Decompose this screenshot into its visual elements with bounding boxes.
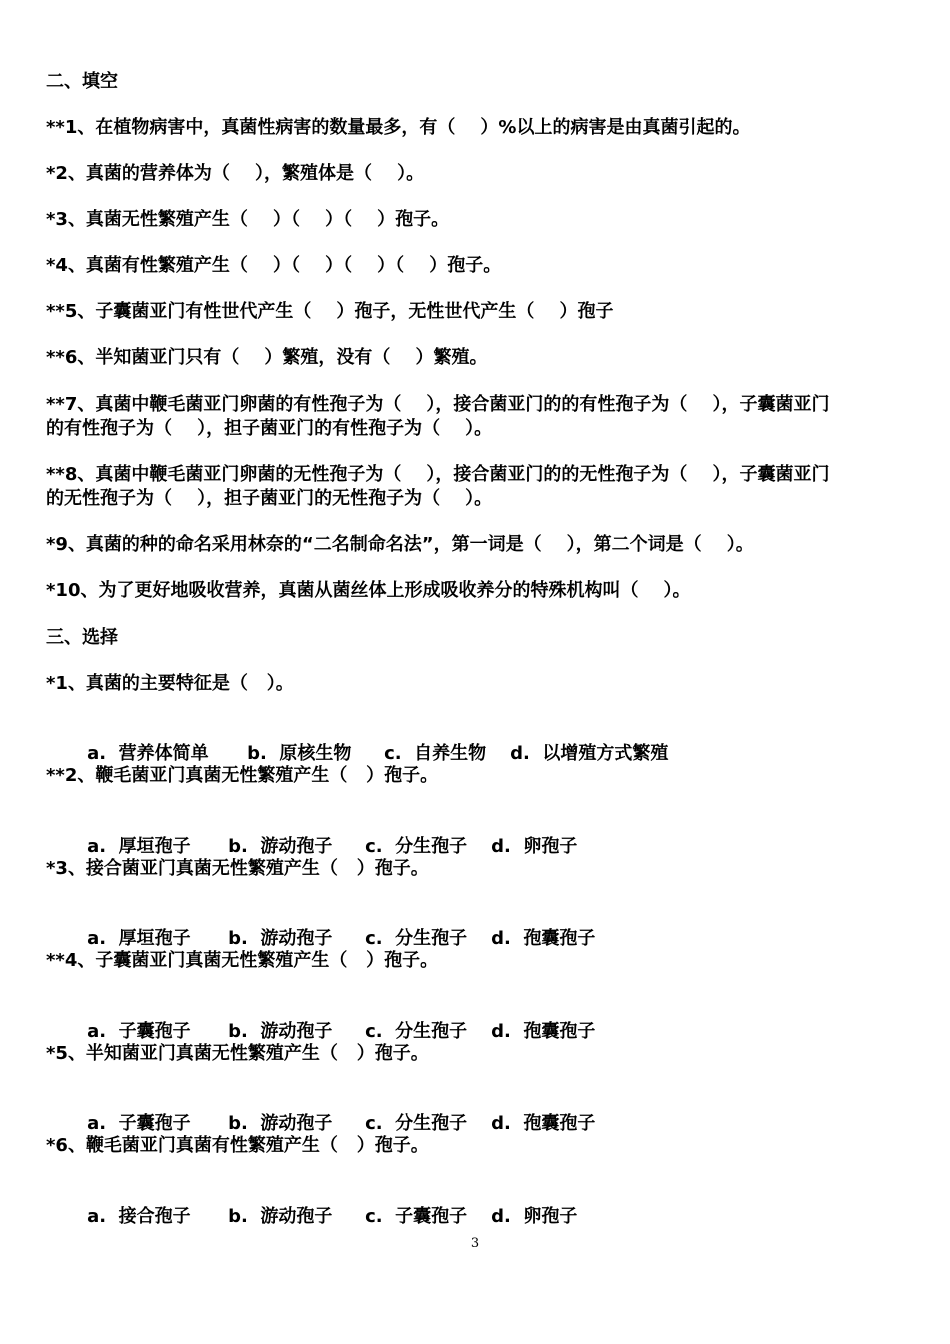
fill-item-10: *10、为了更好地吸收营养，真菌从菌丝体上形成吸收养分的特殊机构叫（ ）。: [46, 580, 691, 601]
option-a: a. 子囊孢子: [87, 1113, 191, 1134]
fill-item-8-line-1: **8、真菌中鞭毛菌亚门卵菌的无性孢子为（ ），接合菌亚门的的无性孢子为（ ），子囊菌亚门: [46, 464, 830, 485]
choice-question-3: *3、接合菌亚门真菌无性繁殖产生（ ）孢子。: [46, 858, 429, 879]
option-c: c. 分生孢子: [365, 836, 468, 857]
choice-question-6: *6、鞭毛菌亚门真菌有性繁殖产生（ ）孢子。: [46, 1135, 429, 1156]
option-b: b. 游动孢子: [228, 1206, 333, 1227]
option-a: a. 营养体简单: [87, 743, 209, 764]
option-d: d. 卵孢子: [491, 1206, 578, 1227]
section-heading-fill-in: 二、填空: [46, 71, 118, 92]
option-b: b. 游动孢子: [228, 836, 333, 857]
option-a: a. 厚垣孢子: [87, 928, 191, 949]
fill-item-1: **1、在植物病害中，真菌性病害的数量最多，有（ ）%以上的病害是由真菌引起的。: [46, 117, 751, 138]
option-b: b. 原核生物: [247, 743, 352, 764]
option-c: c. 分生孢子: [365, 928, 468, 949]
option-d: d. 孢囊孢子: [491, 928, 596, 949]
fill-item-6: **6、半知菌亚门只有（ ）繁殖，没有（ ）繁殖。: [46, 347, 488, 368]
option-a: a. 厚垣孢子: [87, 836, 191, 857]
option-d: d. 孢囊孢子: [491, 1113, 596, 1134]
fill-item-7-line-1: **7、真菌中鞭毛菌亚门卵菌的有性孢子为（ ），接合菌亚门的的有性孢子为（ ），子囊菌亚门: [46, 394, 830, 415]
option-c: c. 分生孢子: [365, 1021, 468, 1042]
page-number: 3: [470, 1236, 480, 1251]
choice-question-4: **4、子囊菌亚门真菌无性繁殖产生（ ）孢子。: [46, 950, 439, 971]
fill-item-8-line-2: 的无性孢子为（ ），担子菌亚门的无性孢子为（ ）。: [46, 488, 493, 509]
option-a: a. 子囊孢子: [87, 1021, 191, 1042]
fill-item-7-line-2: 的有性孢子为（ ），担子菌亚门的有性孢子为（ ）。: [46, 418, 493, 439]
option-b: b. 游动孢子: [228, 1021, 333, 1042]
section-heading-choice: 三、选择: [46, 627, 118, 648]
choice-question-1: *1、真菌的主要特征是（ ）。: [46, 673, 294, 694]
option-c: c. 子囊孢子: [365, 1206, 468, 1227]
option-d: d. 以增殖方式繁殖: [510, 743, 669, 764]
fill-item-5: **5、子囊菌亚门有性世代产生（ ）孢子，无性世代产生（ ）孢子: [46, 301, 614, 322]
option-b: b. 游动孢子: [228, 1113, 333, 1134]
option-c: c. 自养生物: [384, 743, 487, 764]
fill-item-4: *4、真菌有性繁殖产生（ ）（ ）（ ）（ ）孢子。: [46, 255, 502, 276]
fill-item-2: *2、真菌的营养体为（ ），繁殖体是（ ）。: [46, 163, 425, 184]
choice-question-2: **2、鞭毛菌亚门真菌无性繁殖产生（ ）孢子。: [46, 765, 439, 786]
option-a: a. 接合孢子: [87, 1206, 191, 1227]
option-d: d. 孢囊孢子: [491, 1021, 596, 1042]
option-d: d. 卵孢子: [491, 836, 578, 857]
fill-item-9: *9、真菌的种的命名采用林奈的“二名制命名法”，第一词是（ ），第二个词是（ ）。: [46, 534, 754, 555]
option-c: c. 分生孢子: [365, 1113, 468, 1134]
choice-question-5: *5、半知菌亚门真菌无性繁殖产生（ ）孢子。: [46, 1043, 429, 1064]
fill-item-3: *3、真菌无性繁殖产生（ ）（ ）（ ）孢子。: [46, 209, 450, 230]
option-b: b. 游动孢子: [228, 928, 333, 949]
